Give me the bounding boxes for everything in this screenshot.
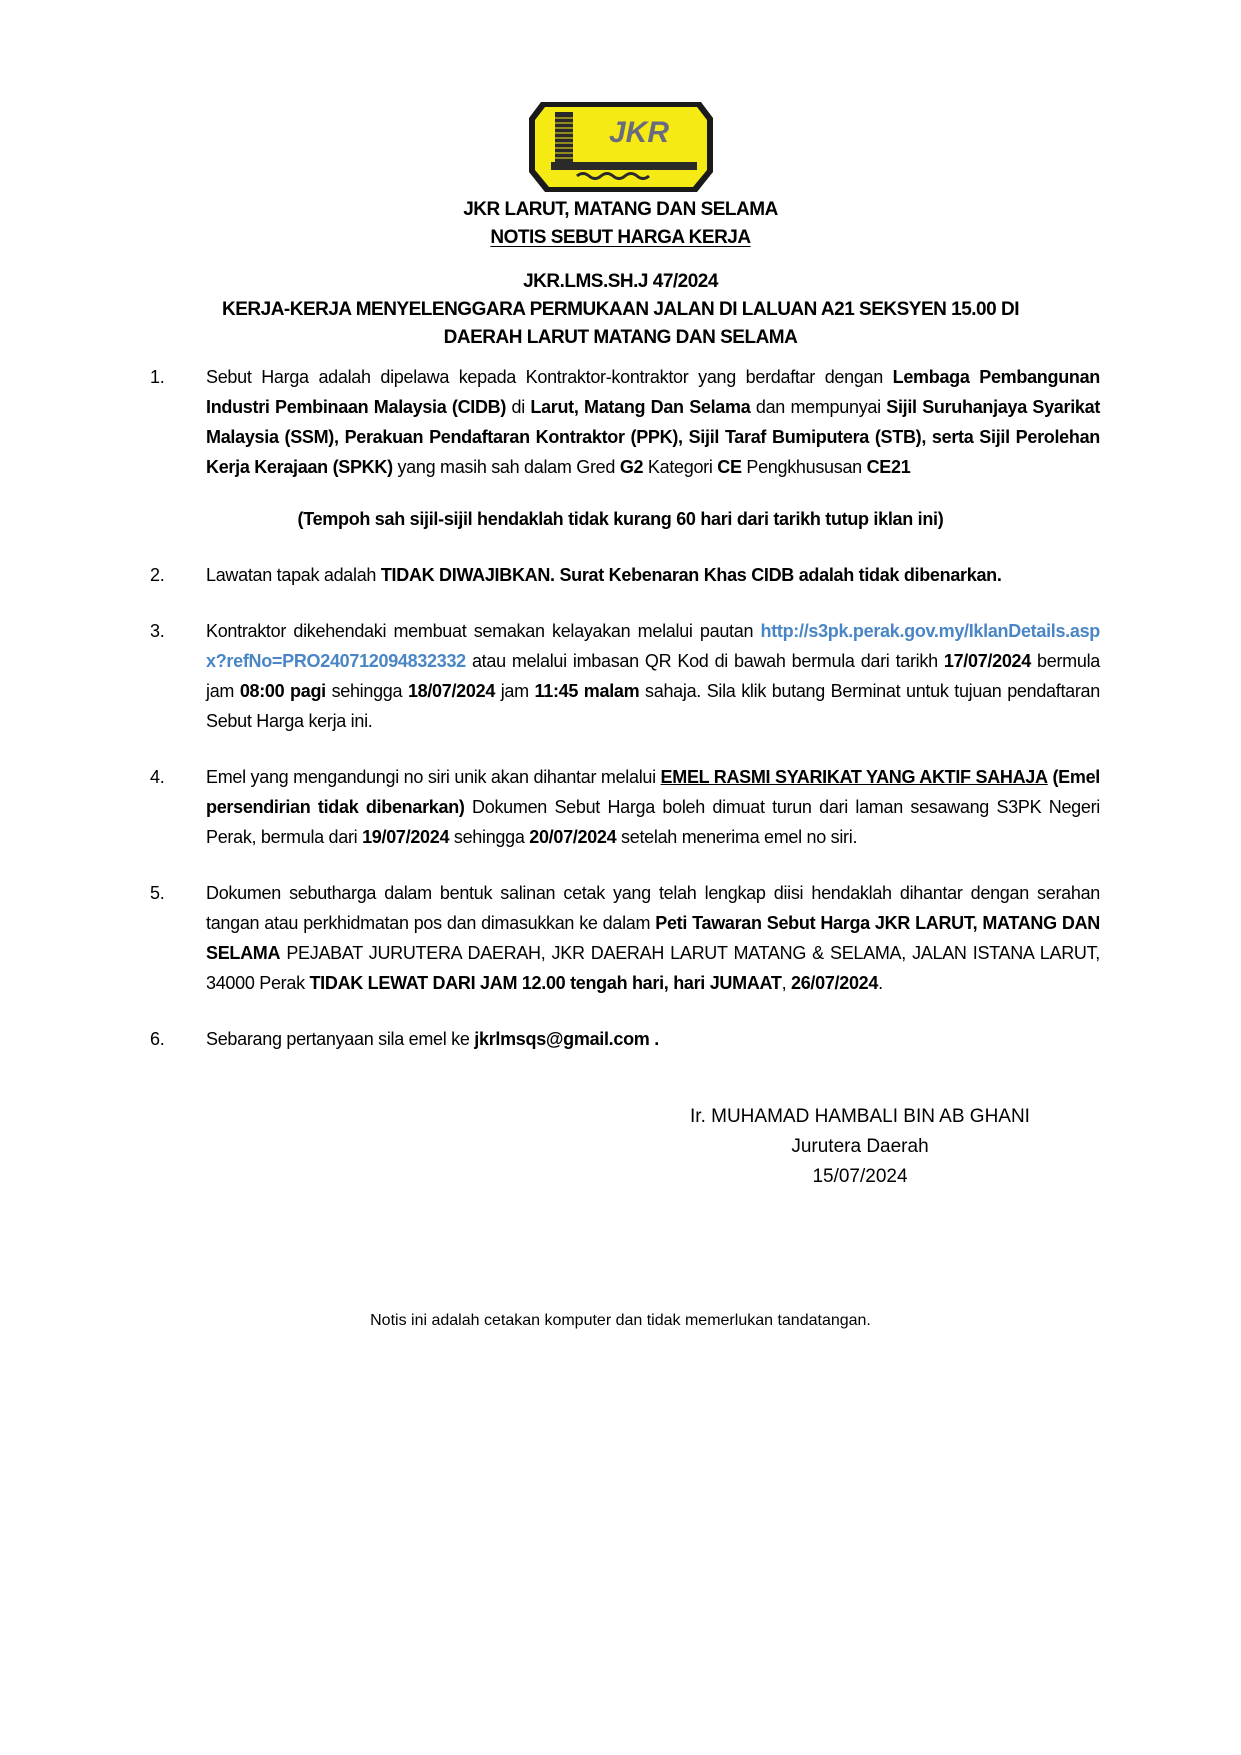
list-item-1 [150, 362, 1100, 482]
signatory-name: Ir. MUHAMAD HAMBALI BIN AB GHANI [690, 1106, 1030, 1127]
bold-text: Lembaga Pembangunan Industri Pembinaan Malaysia (CIDB) [206, 367, 1100, 417]
item-text [206, 560, 1100, 590]
list-item-6 [150, 1024, 1100, 1054]
text-segment: sahaja. Sila klik butang Berminat untuk tujuan pendaftaran Sebut Harga kerja ini. [206, 681, 1100, 731]
bold-text: Larut, Matang Dan Selama [530, 397, 751, 417]
item-number: 6. [150, 1029, 165, 1049]
item-number: 1. [150, 367, 165, 387]
item-number: 2. [150, 565, 165, 585]
item-number: 5. [150, 883, 165, 903]
bold-text: CE21 [866, 457, 911, 477]
footer-note: Notis ini adalah cetakan komputer dan tidak memerlukan tandatangan. [370, 1312, 871, 1329]
text-segment: jam [495, 681, 535, 701]
item-text [206, 878, 1100, 998]
text-segment: Kategori [643, 457, 718, 477]
text-segment: Sebarang pertanyaan sila emel ke [206, 1029, 475, 1049]
text-segment: Kontraktor dikehendaki membuat semakan kelayakan melalui pautan [206, 621, 761, 641]
bold-text: Sijil Suruhanjaya Syarikat Malaysia (SSM), Perakuan Pendaftaran Kontraktor (PPK), Sijil Taraf Bumiputera (STB), serta Sijil Perolehan Kerja Kerajaan (SPKK) [206, 397, 1101, 477]
signatory-position: Jurutera Daerah [791, 1136, 929, 1157]
spacer [0, 252, 1241, 268]
item-number: 4. [150, 767, 165, 787]
list-item-5 [150, 878, 1100, 998]
text-segment: di [506, 397, 531, 417]
bold-text: 18/07/2024 [407, 681, 496, 701]
item-text [206, 1024, 1100, 1054]
bold-text: Peti Tawaran Sebut Harga JKR LARUT, MATANG DAN SELAMA [206, 913, 1100, 963]
text-segment: setelah menerima emel no siri. [616, 827, 858, 847]
signature-block [640, 1102, 1080, 1192]
item-text [206, 362, 1100, 482]
logo-text: JKR [608, 116, 669, 149]
text-segment: PEJABAT JURUTERA DAERAH, JKR DAERAH LARUT MATANG & SELAMA, JALAN ISTANA LARUT, 34000 Perak [206, 943, 1100, 993]
reference-number: JKR.LMS.SH.J 47/2024 [523, 271, 718, 292]
item-text [206, 762, 1100, 852]
work-title-line2: DAERAH LARUT MATANG DAN SELAMA [443, 327, 798, 348]
bold-text: 20/07/2024 [529, 827, 617, 847]
bold-text: TIDAK LEWAT DARI JAM 12.00 tengah hari, hari JUMAAT [309, 973, 782, 993]
list-item-3 [150, 616, 1100, 736]
signature-date: 15/07/2024 [812, 1166, 908, 1187]
bold-text: EMEL RASMI SYARIKAT YANG AKTIF SAHAJA [660, 767, 1048, 787]
text-segment: Lawatan tapak adalah [206, 565, 381, 585]
text-segment: sehingga [449, 827, 530, 847]
bold-text: CE [717, 457, 742, 477]
office-name: JKR LARUT, MATANG DAN SELAMA [463, 199, 778, 220]
bold-text: 17/07/2024 [943, 651, 1031, 671]
jkr-logo-graphic [527, 92, 715, 196]
text-segment: Sebut Harga adalah dipelawa kepada Kontraktor-kontraktor yang berdaftar dengan [206, 367, 893, 387]
bold-text: 26/07/2024 [790, 973, 879, 993]
list-item-4 [150, 762, 1100, 852]
validity-note: (Tempoh sah sijil-sijil hendaklah tidak kurang 60 hari dari tarikh tutup iklan ini) [297, 509, 944, 529]
bold-text: TIDAK DIWAJIBKAN. Surat Kebenaran Khas CIDB adalah tidak dibenarkan. [380, 565, 1002, 585]
text-segment: Pengkhususan [741, 457, 867, 477]
item-text [206, 616, 1100, 736]
text-segment: sehingga [325, 681, 408, 701]
text-segment: . [878, 973, 883, 993]
eligibility-link[interactable]: http://s3pk.perak.gov.my/IklanDetails.aspx?refNo=PRO240712094832332 [206, 621, 1100, 671]
bold-text: G2 [619, 457, 644, 477]
notice-title [0, 224, 1241, 252]
jkr-logo [527, 92, 715, 196]
text-segment: Dokumen sebutharga dalam bentuk salinan cetak yang telah lengkap diisi hendaklah dihantar dengan serahan tangan atau perkhidmatan pos dan dimasukkan ke dalam [206, 883, 1100, 933]
text-segment: dan mempunyai [750, 397, 887, 417]
list-item-2 [150, 560, 1100, 590]
bold-text: (Emel persendirian tidak dibenarkan) [206, 767, 1100, 817]
bold-text: 11:45 malam [534, 681, 640, 701]
bold-text: 19/07/2024 [362, 827, 450, 847]
text-segment: Dokumen Sebut Harga boleh dimuat turun dari laman sesawang S3PK Negeri Perak, bermula dari [206, 797, 1100, 847]
bold-text: 08:00 pagi [239, 681, 326, 701]
text-segment: bermula jam [206, 651, 1100, 701]
text-segment: Emel yang mengandungi no siri unik akan dihantar melalui [206, 767, 661, 787]
work-title-line1: KERJA-KERJA MENYELENGGARA PERMUKAAN JALAN DI LALUAN A21 SEKSYEN 15.00 DI [222, 299, 1019, 320]
bold-text: jkrlmsqs@gmail.com . [474, 1029, 659, 1049]
text-segment: yang masih sah dalam Gred [392, 457, 620, 477]
text-segment: atau melalui imbasan QR Kod di bawah bermula dari tarikh [465, 651, 944, 671]
notice-title-text: NOTIS SEBUT HARGA KERJA [490, 227, 751, 248]
text-segment: , [781, 973, 791, 993]
item-number: 3. [150, 621, 165, 641]
